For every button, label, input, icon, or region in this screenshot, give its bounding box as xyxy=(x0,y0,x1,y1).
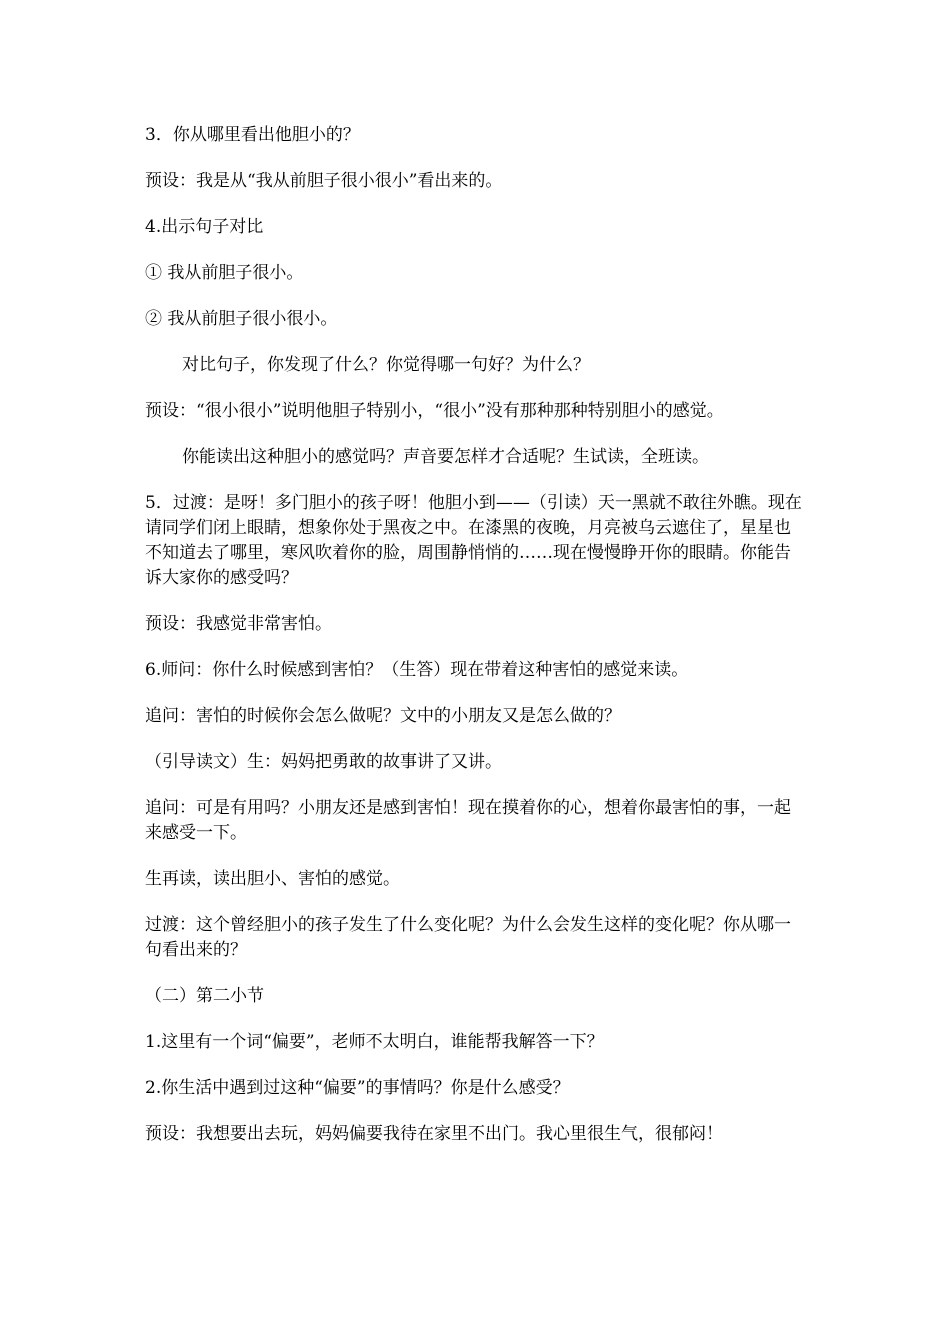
document-body xyxy=(145,123,805,1168)
paragraph-q6: 6.师问：你什么时候感到害怕？（生答）现在带着这种害怕的感觉来读。 xyxy=(145,660,689,680)
paragraph-follow-up-1: 追问：害怕的时候你会怎么做呢？文中的小朋友又是怎么做的？ xyxy=(145,706,621,726)
paragraph-reread: 生再读，读出胆小、害怕的感觉。 xyxy=(145,869,400,889)
paragraph-s2-q1: 1.这里有一个词“偏要”，老师不太明白，谁能帮我解答一下？ xyxy=(145,1032,604,1052)
paragraph-q5: 5．过渡：是呀！多门胆小的孩子呀！他胆小到——（引读）天一黑就不敢往外瞧。现在请同学们闭上眼睛，想象你处于黑夜之中。在漆黑的夜晚，月亮被乌云遮住了，星星也不知道去了哪里，寒风吹着你的脸，周围静悄悄的……现在慢慢睁开你的眼睛。你能告诉大家你的感受吗？ xyxy=(145,493,802,588)
paragraph-follow-up-2: 追问：可是有用吗？小朋友还是感到害怕！现在摸着你的心，想着你最害怕的事，一起来感受一下。 xyxy=(145,798,791,843)
paragraph-preset-1: 预设：我是从“我从前胆子很小很小”看出来的。 xyxy=(145,171,503,191)
paragraph-q4: 4.出示句子对比 xyxy=(145,217,264,237)
paragraph-sentence-1: ① 我从前胆子很小。 xyxy=(145,263,304,283)
paragraph-guided-reading: （引导读文）生：妈妈把勇敢的故事讲了又讲。 xyxy=(145,752,502,772)
paragraph-preset-3: 预设：我感觉非常害怕。 xyxy=(145,614,332,634)
paragraph-preset-4: 预设：我想要出去玩，妈妈偏要我待在家里不出门。我心里很生气，很郁闷！ xyxy=(145,1124,723,1144)
paragraph-q3: 3．你从哪里看出他胆小的？ xyxy=(145,125,360,145)
section-heading-2: （二）第二小节 xyxy=(145,986,264,1006)
paragraph-compare-question: 对比句子，你发现了什么？你觉得哪一句好？为什么？ xyxy=(182,355,590,375)
paragraph-preset-2: 预设：“很小很小”说明他胆子特别小，“很小”没有那种那种特别胆小的感觉。 xyxy=(145,401,724,421)
paragraph-read-aloud: 你能读出这种胆小的感觉吗？声音要怎样才合适呢？生试读，全班读。 xyxy=(182,447,709,467)
paragraph-s2-q2: 2.你生活中遇到过这种“偏要”的事情吗？你是什么感受？ xyxy=(145,1078,570,1098)
paragraph-sentence-2: ② 我从前胆子很小很小。 xyxy=(145,309,338,329)
paragraph-transition: 过渡：这个曾经胆小的孩子发生了什么变化呢？为什么会发生这样的变化呢？你从哪一句看出来的？ xyxy=(145,915,791,960)
